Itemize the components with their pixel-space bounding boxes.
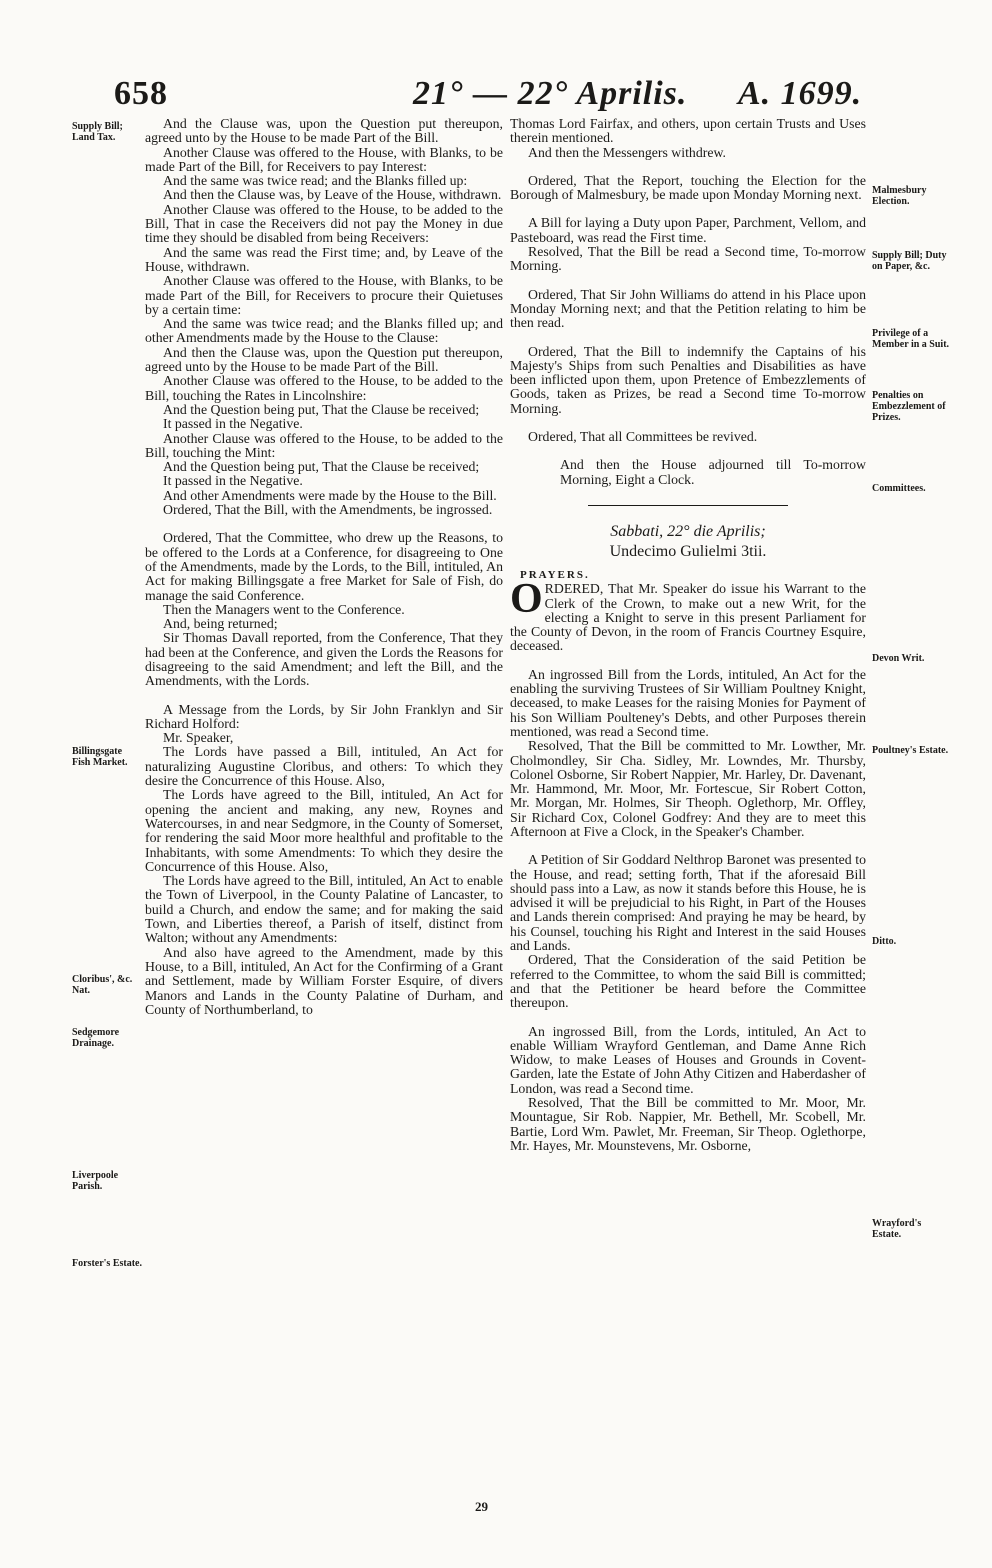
paragraph: A Bill for laying a Duty upon Paper, Parchment, Vellom, and Pasteboard, was read the First time. — [510, 215, 866, 245]
paragraph: It passed in the Negative. — [163, 416, 303, 432]
margin-note: Cloribus', &c. Nat. — [72, 974, 133, 996]
paragraph: Ordered, That the Report, touching the Election for the Borough of Malmesbury, be made upon Monday Morning next. — [510, 172, 866, 203]
drop-cap: O — [510, 576, 543, 623]
margin-note: Malmesbury Election. — [872, 185, 927, 207]
paragraph: And then the Clause was, upon the Question put thereupon, agreed unto by the House to be made Part of the Bill. — [145, 344, 503, 375]
paragraph: Resolved, That the Bill be committed to Mr. Moor, Mr. Mountague, Sir Rob. Nappier, Mr. Bethell, Mr. Scobell, Mr. Bartie, Lord Wm. Pawlet, Mr. Freeman, Sir Theop. Oglethorpe, Mr. Hayes, Mr. Mounstevens, Mr. Osborne, — [510, 1095, 866, 1153]
paragraph: Resolved, That the Bill be committed to Mr. Lowther, Mr. Cholmondley, Sir Cha. Sidley, Mr. Lowndes, Mr. Thursby, Colonel Osborne, Sir Robert Nappier, Mr. Harley, Dr. Davenant, Mr. Hammond, Mr. Moor, Mr. Fortescue, Sir Robert Cotton, Mr. Morgan, Mr. Holmes, Sir Theoph. Oglethorp, Mr. Offley, Sir Richard Cox, Colonel Godfrey: And they are to meet this Afternoon at Five a Clock, in the Speaker's Chamber. — [510, 738, 866, 839]
paragraph: The Lords have passed a Bill, intituled, An Act for naturalizing Augustine Cloribus, and others: To which they desire the Concurrence of this House. Also, — [145, 744, 503, 789]
margin-note: Supply Bill; Land Tax. — [72, 121, 123, 143]
paragraph: Resolved, That the Bill be read a Second time, To-morrow Morning. — [510, 244, 866, 274]
paragraph: Another Clause was offered to the House, with Blanks, to be made Part of the Bill, for Receivers to pay Interest: — [145, 144, 503, 174]
paragraph: A Petition of Sir Goddard Nelthrop Baronet was presented to the House, and read; setting forth, That if the aforesaid Bill should pass into a Law, as now it stands before this House, he is advised it will be prejudicial to his Right, in Part of the Houses and Lands therein comprised: And praying he may be heard, by his Counsel, touching his Right and Interest in the said Houses and Lands. — [510, 852, 866, 954]
divider — [588, 505, 788, 506]
margin-note: Sedgemore Drainage. — [72, 1027, 120, 1049]
paragraph: And, being returned; — [163, 616, 278, 632]
paragraph: Ordered, That Sir John Williams do attend in his Place upon Monday Morning next; and that the Petition relating to him be then read. — [510, 286, 866, 331]
regnal-year: Undecimo Gulielmi 3tii. — [609, 542, 767, 560]
margin-note: Forster's Estate. — [72, 1258, 142, 1269]
header-dates: 21° — 22° Aprilis. — [413, 75, 688, 112]
paragraph: And the same was twice read; and the Blanks filled up; and other Amendments made by the House to the Clause: — [145, 316, 503, 346]
paragraph: And the Clause was, upon the Question put thereupon, agreed unto by the House to be made Part of the Bill. — [145, 116, 503, 146]
paragraph: The Lords have agreed to the Bill, intituled, An Act to enable the Town of Liverpool, in the County Palatine of Lancaster, to build a Church, and endow the same; and for making the said Town, and Liberties thereof, a Parish of itself, distinct from Walton; without any Amendments: — [145, 873, 503, 946]
paragraph: Another Clause was offered to the House, to be added to the Bill, That in case the Receivers did not pay the Money in due time they should be disabled from being Receivers: — [145, 201, 503, 246]
paragraph: And the same was twice read; and the Blanks filled up: — [163, 173, 468, 189]
paragraph: Another Clause was offered to the House, to be added to the Bill, touching the Mint: — [145, 430, 503, 460]
paragraph: Mr. Speaker, — [163, 730, 234, 746]
paragraph: Sir Thomas Davall reported, from the Conference, That they had been at the Conference, and given the Lords the Reasons for disagreeing to the said Amendment; and left the Bill, and the Amendments, with the Lords. — [145, 630, 503, 689]
adjournment: And then the House adjourned till To-morrow Morning, Eight a Clock. — [560, 457, 866, 487]
margin-note: Ditto. — [872, 936, 897, 947]
margin-note: Devon Writ. — [872, 653, 925, 664]
paragraph: Then the Managers went to the Conference. — [163, 601, 405, 617]
paragraph: Another Clause was offered to the House, to be added to the Bill, touching the Rates in Lincolnshire: — [145, 373, 503, 403]
margin-note: Penalties on Embezzlement of Prizes. — [872, 390, 946, 423]
margin-note: Billingsgate Fish Market. — [72, 746, 128, 768]
paragraph-text: RDERED, That Mr. Speaker do issue his Warrant to the Clerk of the Crown, to make out a new Writ, for the electing a Knight to serve in this present Parliament for the County of Devon, in the room of Francis Courtney Esquire, deceased. — [510, 581, 866, 654]
paragraph: A Message from the Lords, by Sir John Franklyn and Sir Richard Holford: — [145, 701, 503, 731]
margin-note: Supply Bill; Duty on Paper, &c. — [872, 250, 947, 272]
paragraph: It passed in the Negative. — [163, 473, 303, 489]
paragraph: An ingrossed Bill, from the Lords, intituled, An Act to enable William Wrayford Gentleman, and Dame Anne Rich Widow, to make Leases of Houses and Grounds in Covent-Garden, late the Estate of John Athy Citizen and Haberdasher of London, was read a Second time. — [510, 1023, 866, 1096]
margin-note: Committees. — [872, 483, 926, 494]
paragraph: Ordered, That the Bill to indemnify the Captains of his Majesty's Ships from such Penalties and Disabilities as have been inflicted upon them, upon Pretence of Embezzlements of Goods, taken as Prizes, be read a Second time To-morrow Morning. — [510, 343, 866, 416]
paragraph: And the same was read the First time; and, by Leave of the House, withdrawn. — [145, 244, 503, 274]
margin-note: Wrayford's Estate. — [872, 1218, 922, 1240]
paragraph: Ordered, That the Committee, who drew up the Reasons, to be offered to the Lords at a Conference, for disagreeing to One of the Amendments, made by the Lords, to the Bill, intituled, An Act for making Billingsgate a free Market for Sale of Fish, do manage the said Conference. — [145, 530, 503, 603]
header-year: A. 1699. — [738, 75, 863, 112]
paragraph: Ordered, That the Consideration of the said Petition be referred to the Committee, to whom the said Bill is committed; and that the Petitioner be heard before the Committee thereupon. — [510, 952, 866, 1011]
margin-note: Privilege of a Member in a Suit. — [872, 328, 950, 350]
paragraph: And the Question being put, That the Clause be received; — [163, 401, 480, 417]
paragraph: Another Clause was offered to the House, with Blanks, to be made Part of the Bill, for Receivers to procure their Quietuses by a certain time: — [145, 273, 503, 317]
signature-mark: 29 — [475, 1499, 488, 1514]
prayers-heading: PRAYERS. — [520, 568, 590, 581]
margin-note: Poultney's Estate. — [872, 745, 949, 756]
sitting-date: Sabbati, 22° die Aprilis; — [610, 522, 766, 540]
left-column — [145, 117, 503, 1017]
paragraph: Ordered, That all Committees be revived. — [528, 429, 758, 445]
paragraph: And then the Messengers withdrew. — [528, 144, 726, 160]
paragraph: And also have agreed to the Amendment, made by this House, to a Bill, intituled, An Act for the Confirming of a Grant and Settlement, made by William Forster Esquire, of divers Manors and Lands in the County Palatine of Durham, and County of Northumberland, to — [145, 944, 503, 1017]
paragraph: And then the Clause was, by Leave of the House, withdrawn. — [163, 187, 502, 203]
page-number: 658 — [114, 75, 168, 112]
margin-note: Liverpoole Parish. — [72, 1170, 119, 1192]
paragraph: The Lords have agreed to the Bill, intituled, An Act for opening the ancient and making, any new, Roynes and Watercourses, in and near Sedgmore, in the County of Somerset, for rendering the said Moor more healthful and profitable to the Inhabitants, with some Amendments: To which they desire the Concurrence of this House. Also, — [145, 787, 503, 874]
paragraph: And other Amendments were made by the House to the Bill. — [163, 487, 497, 503]
paragraph: Ordered, That the Bill, with the Amendments, be ingrossed. — [163, 502, 493, 518]
paragraph: Thomas Lord Fairfax, and others, upon certain Trusts and Uses therein mentioned. — [510, 116, 866, 146]
paragraph — [510, 576, 866, 654]
right-column — [510, 117, 866, 1153]
paragraph: And the Question being put, That the Clause be received; — [163, 459, 480, 475]
paragraph: An ingrossed Bill from the Lords, intituled, An Act for the enabling the surviving Trustees of Sir William Poultney Knight, deceased, to make Leases for the raising Monies for Payment of his Son William Poulteney's Debts, and other Purposes therein mentioned, was read a Second time. — [510, 666, 866, 739]
